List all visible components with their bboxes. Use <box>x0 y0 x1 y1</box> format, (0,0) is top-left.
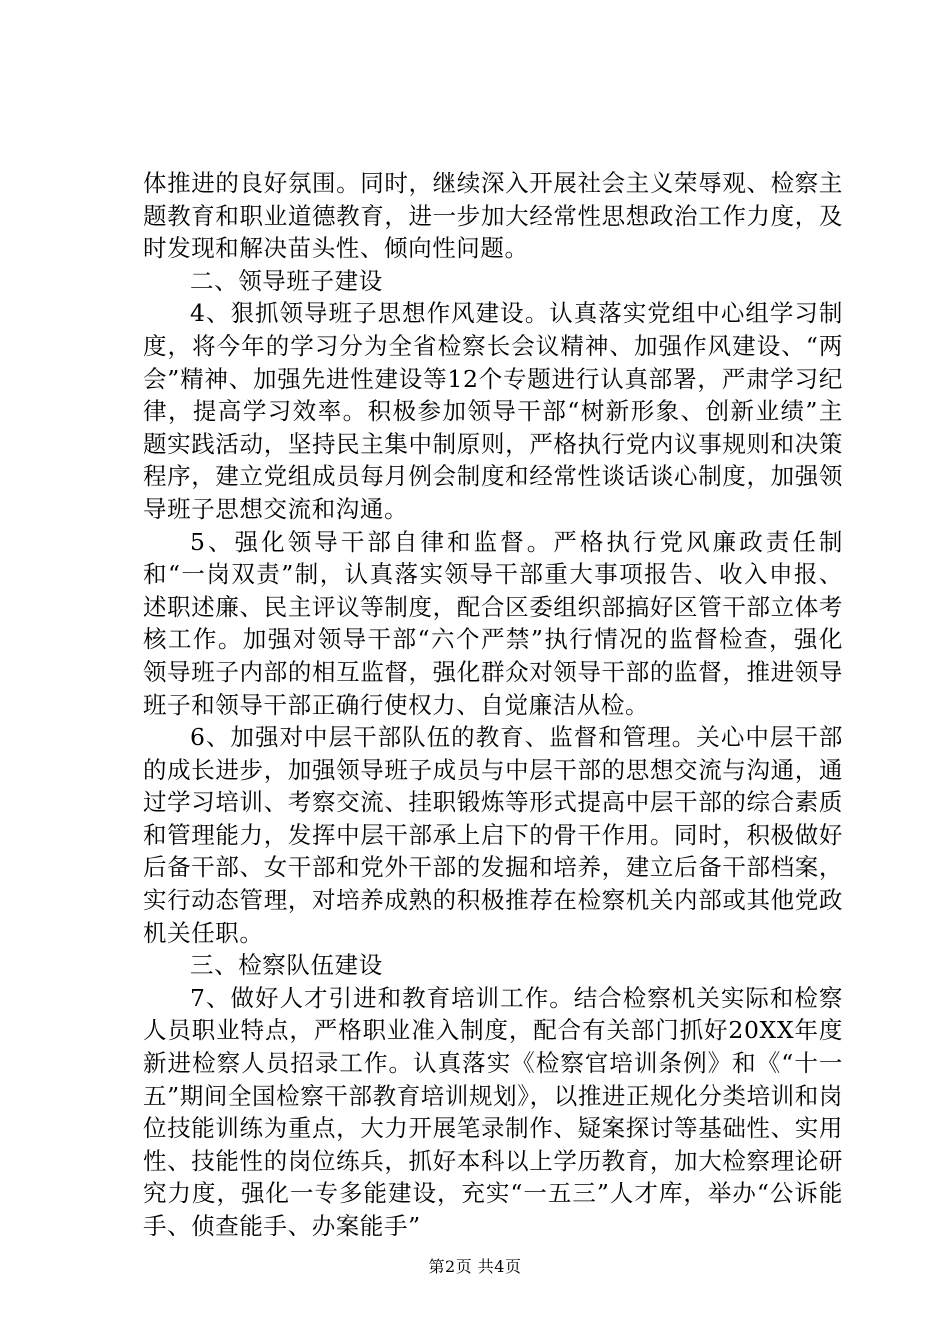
paragraph-item-6: 6、加强对中层干部队伍的教育、监督和管理。关心中层干部的成长进步，加强领导班子成员与中层干部的思想交流与沟通，通过学习培训、考察交流、挂职锻炼等形式提高中层干部的综合素质和管理能力，发挥中层干部承上启下的骨干作用。同时，积极做好后备干部、女干部和党外干部的发掘和培养，建立后备干部档案，实行动态管理，对培养成熟的积极推荐在检察机关内部或其他党政机关任职。 <box>143 723 843 947</box>
paragraph-item-4: 4、狠抓领导班子思想作风建设。认真落实党组中心组学习制度，将今年的学习分为全省检察长会议精神、加强作风建设、“两会”精神、加强先进性建设等12个专题进行认真部署，严肃学习纪律，提高学习效率。积极参加领导干部“树新形象、创新业绩”主题实践活动，坚持民主集中制原则，严格执行党内议事规则和决策程序，建立党组成员每月例会制度和经常性谈话谈心制度，加强领导班子思想交流和沟通。 <box>143 299 843 523</box>
document-body <box>143 167 843 1243</box>
paragraph-continuation: 体推进的良好氛围。同时，继续深入开展社会主义荣辱观、检察主题教育和职业道德教育，进一步加大经常性思想政治工作力度，及时发现和解决苗头性、倾向性问题。 <box>143 169 843 263</box>
paragraph-item-7: 7、做好人才引进和教育培训工作。结合检察机关实际和检察人员职业特点，严格职业准入制度，配合有关部门抓好20XX年度新进检察人员招录工作。认真落实《检察官培训条例》和《“十一五”期间全国检察干部教育培训规划》，以推进正规化分类培训和岗位技能训练为重点，大力开展笔录制作、疑案探讨等基础性、实用性、技能性的岗位练兵，抓好本科以上学历教育，加大检察理论研究力度，强化一专多能建设，充实“一五三”人才库，举办“公诉能手、侦查能手、办案能手” <box>143 983 843 1240</box>
section-heading-team: 三、检察队伍建设 <box>190 951 383 980</box>
paragraph-item-5: 5、强化领导干部自律和监督。严格执行党风廉政责任制和“一岗双责”制，认真落实领导干部重大事项报告、收入申报、述职述廉、民主评议等制度，配合区委组织部搞好区管干部立体考核工作。加强对领导干部“六个严禁”执行情况的监督检查，强化领导班子内部的相互监督，强化群众对领导干部的监督，推进领导班子和领导干部正确行使权力、自觉廉洁从检。 <box>143 527 843 719</box>
page-number-footer: 第2页 共4页 <box>428 1257 522 1276</box>
section-heading-leadership: 二、领导班子建设 <box>190 266 383 295</box>
